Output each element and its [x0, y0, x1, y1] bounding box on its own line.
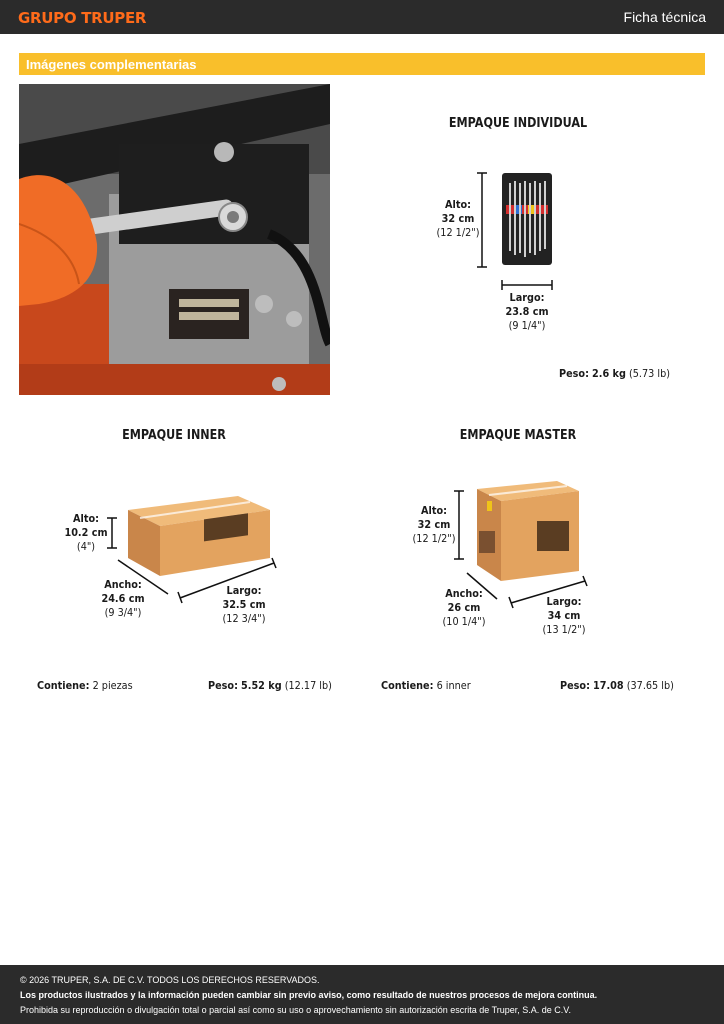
footer	[0, 965, 724, 1024]
section-title: Imágenes complementarias	[26, 57, 197, 72]
footer-notice: Los productos ilustrados y la información pueden cambiar sin previo aviso, como resultado de nuestros procesos de mejora continua.	[20, 990, 598, 1000]
brand-logo: GRUPO TRUPER	[18, 9, 147, 27]
individual-weight: Peso: 2.6 kg (5.73 lb)	[559, 367, 671, 380]
master-ancho-label: Ancho: 26 cm (10 1/4")	[442, 587, 486, 628]
footer-copyright: © 2026 TRUPER, S.A. DE C.V. TODOS LOS DERECHOS RESERVADOS.	[20, 975, 320, 985]
individual-largo-label: Largo: 23.8 cm (9 1/4")	[505, 291, 549, 332]
wrench-on-engine-image	[19, 84, 330, 395]
inner-largo-label: Largo: 32.5 cm (12 3/4")	[222, 584, 266, 625]
inner-alto-label: Alto: 10.2 cm (4")	[64, 512, 108, 553]
master-alto-label: Alto: 32 cm (12 1/2")	[412, 504, 456, 545]
master-largo-label: Largo: 34 cm (13 1/2")	[542, 595, 586, 636]
inner-ancho-label: Ancho: 24.6 cm (9 3/4")	[101, 578, 145, 619]
document-type: Ficha técnica	[623, 9, 706, 25]
section-header	[19, 53, 705, 75]
individual-package-title: EMPAQUE INDIVIDUAL	[448, 116, 588, 131]
master-weight: Peso: 17.08 (37.65 lb)	[560, 679, 674, 692]
top-bar	[0, 0, 724, 34]
inner-contents: Contiene: 2 piezas	[37, 679, 133, 692]
individual-alto-label: Alto: 32 cm (12 1/2")	[436, 198, 480, 239]
inner-weight: Peso: 5.52 kg (12.17 lb)	[208, 679, 332, 692]
master-package-title: EMPAQUE MASTER	[459, 428, 577, 443]
inner-package-title: EMPAQUE INNER	[122, 428, 226, 443]
footer-legal: Prohibida su reproducción o divulgación total o parcial así como su uso o aprovechamiento sin autorización escrita de Truper, S.A. de C.V.	[20, 1005, 571, 1015]
product-photo	[19, 84, 330, 395]
master-contents: Contiene: 6 inner	[381, 679, 471, 692]
